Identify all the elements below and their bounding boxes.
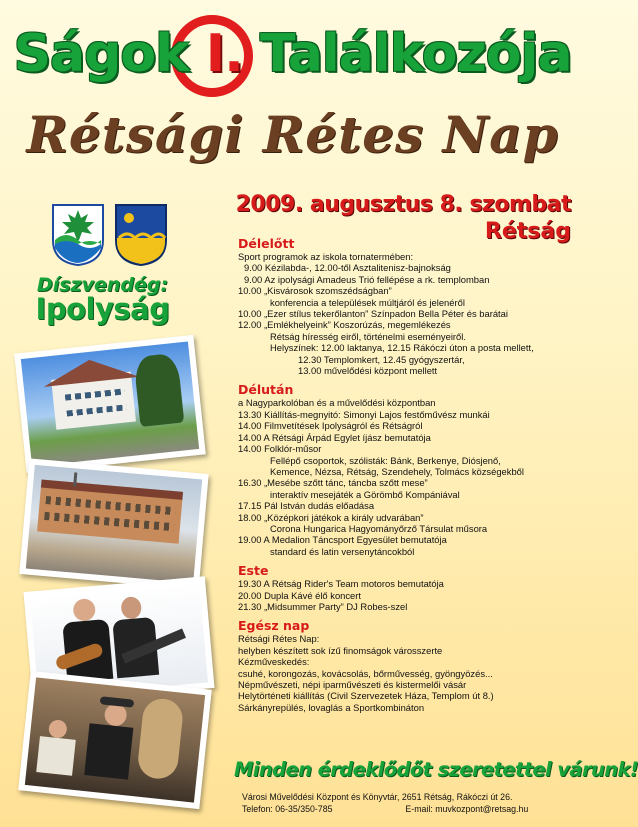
school-building-photo xyxy=(19,458,208,589)
list-item: Népművészeti, népi iparművészeti és kistermelői vásár xyxy=(238,679,467,690)
list-item: standard és latin versenytáncokból xyxy=(270,545,415,557)
list-item: 20.00 Dupla Kávé élő koncert xyxy=(238,589,361,601)
contact-email[interactable]: E-mail: muvkozpont@retsag.hu xyxy=(405,804,529,814)
list-item: Kézműveskedés: xyxy=(238,656,310,668)
folk-musicians-photo xyxy=(18,671,212,809)
program-schedule xyxy=(238,236,578,713)
list-item: 21.30 „Midsummer Party” DJ Robes-szel xyxy=(238,600,408,612)
list-item: 14.00 A Rétsági Árpád Egylet íjász bemutatója xyxy=(238,431,431,443)
guest-of-honor-name: Ipolyság xyxy=(35,292,170,326)
list-item: 10.00 „Ezer stílus tekerőlanton” Színpadon Bella Péter és barátai xyxy=(238,308,508,320)
list-item: 9.00 Az ipolysági Amadeus Trió fellépése a rk. templomban xyxy=(244,273,490,285)
contact-phone-email xyxy=(242,803,582,815)
contact-info xyxy=(242,791,582,815)
list-item: 16.30 „Mesébe szőtt tánc, táncba szőtt mese” xyxy=(238,477,428,489)
list-item: 14.00 Filmvetítések Ipolyságról és Rétságról xyxy=(238,420,423,432)
section-heading-afternoon: Délután xyxy=(238,382,294,398)
list-item: Sárkányrepülés, lovaglás a Sportkombináton xyxy=(238,701,425,713)
list-item: konferencia a települések múltjáról és jelenéről xyxy=(270,296,465,308)
list-item: 12.00 „Emlékhelyeink” Koszorúzás, megemlékezés xyxy=(238,319,451,331)
contact-phone: Telefon: 06-35/350-785 xyxy=(242,804,333,814)
section-heading-morning: Délelőtt xyxy=(238,236,295,251)
list-item: 19.30 A Rétság Rider's Team motoros bemutatója xyxy=(238,578,444,590)
list-item: 13.00 művelődési központ mellett xyxy=(298,365,438,377)
ipolysag-coat-of-arms-icon xyxy=(115,204,167,266)
list-item: Helyszínek: 12.00 laktanya, 12.15 Rákóczi úton a posta mellett, xyxy=(270,342,534,354)
list-item: 10.00 „Kisvárosok szomszédságban” xyxy=(238,285,392,297)
guest-of-honor-label: Díszvendég: xyxy=(36,274,169,296)
list-item: Corona Hungarica Hagyományőrző Társulat műsora xyxy=(270,522,488,534)
list-item: 14.00 Folklór-műsor xyxy=(238,443,322,455)
title-part-numeral: I. xyxy=(205,24,243,84)
list-item: 17.15 Pál István dudás előadása xyxy=(238,500,375,512)
list-item: csuhé, korongozás, kovácsolás, bőrművesség, gyöngyözés... xyxy=(238,667,493,679)
main-title xyxy=(0,24,585,84)
retsag-coat-of-arms-icon xyxy=(52,204,104,266)
list-item: Helytörténeti kiállítás (Civil Szervezetek Háza, Templom út 8.) xyxy=(238,690,494,702)
list-item: 9.00 Kézilabda-, 12.00-től Asztalitenisz-bajnokság xyxy=(244,262,451,274)
list-item: 19.00 A Medalion Táncsport Egyesület bemutatója xyxy=(238,534,447,546)
event-date: 2009. augusztus 8. szombat xyxy=(235,192,571,217)
section-heading-allday: Egész nap xyxy=(238,618,310,634)
town-hall-photo xyxy=(14,335,206,473)
title-part-talalkozoja: Találkozója xyxy=(242,24,572,84)
list-item: 13.30 Kiállítás-megnyitó: Simonyi Lajos festőművész munkái xyxy=(238,408,490,420)
list-item: Fellépő csoportok, szólisták: Bánk, Berkenye, Diósjenő, xyxy=(270,454,501,466)
title-part-sagok: Ságok xyxy=(13,24,206,84)
list-item: Sport programok az iskola tornatermében: xyxy=(238,251,414,262)
list-item: helyben készített sok ízű finomságok városszerte xyxy=(238,644,443,656)
list-item: 18.00 „Középkori játékok a király udvarában” xyxy=(238,511,424,523)
section-heading-evening: Este xyxy=(238,563,269,579)
list-item: interaktív mesejáték a Görömbő Kompániával xyxy=(270,488,460,500)
subtitle: Rétsági Rétes Nap xyxy=(26,105,559,164)
list-item: 12.30 Templomkert, 12.45 gyógyszertár, xyxy=(298,353,465,365)
list-item: Kemence, Nézsa, Rétság, Szendehely, Tolmács községekből xyxy=(270,465,524,477)
list-item: a Nagyparkolóban és a művelődési központban xyxy=(238,397,436,409)
contact-address: Városi Művelődési Központ és Könyvtár, 2651 Rétság, Rákóczi út 26. xyxy=(242,792,513,802)
event-place: Rétság xyxy=(484,219,571,244)
list-item: Rétság híresség eiről, történelmi eseményeiről. xyxy=(270,330,466,342)
list-item: Rétsági Rétes Nap: xyxy=(238,633,320,645)
invitation-slogan: Minden érdeklődőt szeretettel várunk! xyxy=(234,758,638,781)
